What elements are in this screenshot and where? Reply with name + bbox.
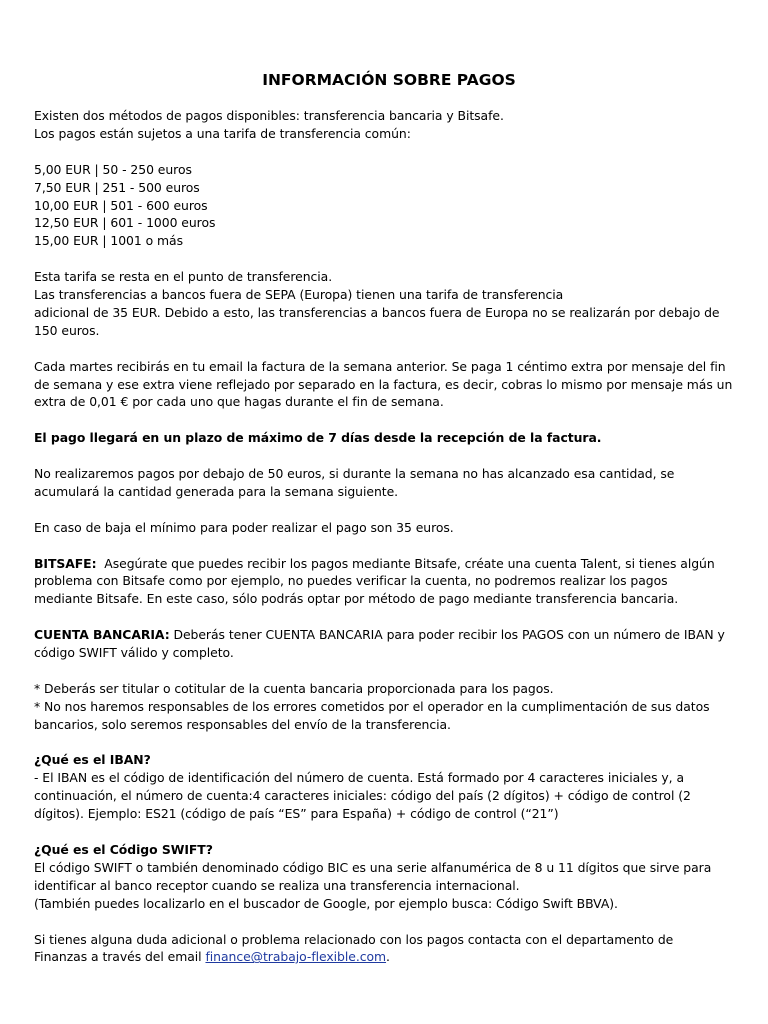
bank-account-paragraph (34, 626, 744, 662)
note-line: bancarios, solo seremos responsables del envío de la transferencia. (34, 716, 451, 732)
fee-row: 7,50 EUR | 251 - 500 euros (34, 179, 200, 195)
document-page (34, 69, 744, 984)
intro-line: Existen dos métodos de pagos disponibles: transferencia bancaria y Bitsafe. (34, 108, 504, 123)
bitsafe-paragraph (34, 555, 744, 609)
email-link[interactable]: finance@trabajo-flexible.com (205, 949, 387, 965)
fee-note-line: Esta tarifa se resta en el punto de transferencia. (34, 269, 333, 285)
bitsafe-text: Asegúrate que puedes recibir los pagos mediante Bitsafe, créate una cuenta Talent, si tienes algún (96, 555, 715, 571)
bank-text: Deberás tener CUENTA BANCARIA para poder recibir los PAGOS con un número de IBAN y (169, 627, 725, 643)
minimum-line: acumulará la cantidad generada para la semana siguiente. (34, 483, 399, 499)
fee-table (34, 161, 744, 251)
note-line: * No nos haremos responsables de los errores cometidos por el operador en la cumplimentación de sus datos (34, 698, 710, 714)
contact-line (34, 948, 744, 966)
swift-section (34, 841, 744, 913)
swift-question: ¿Qué es el Código SWIFT? (34, 841, 213, 857)
bitsafe-label: BITSAFE: (34, 555, 97, 571)
page-title: INFORMACIÓN SOBRE PAGOS (262, 71, 516, 89)
payment-deadline-text: El pago llegará en un plazo de máximo de 7 días desde la recepción de la factura. (34, 430, 602, 446)
fee-note-line: 150 euros. (34, 322, 100, 338)
minimum-paragraph (34, 465, 744, 501)
bitsafe-line (34, 555, 744, 573)
fee-row: 15,00 EUR | 1001 o más (34, 233, 183, 249)
notes-paragraph (34, 680, 744, 734)
fee-row: 12,50 EUR | 601 - 1000 euros (34, 215, 216, 231)
cancellation-text: En caso de baja el mínimo para poder realizar el pago son 35 euros. (34, 519, 454, 535)
bank-label: CUENTA BANCARIA: (34, 627, 170, 643)
fee-row: 10,00 EUR | 501 - 600 euros (34, 197, 208, 213)
swift-line: identificar al banco receptor cuando se realiza una transferencia internacional. (34, 877, 520, 893)
note-line: * Deberás ser titular o cotitular de la cuenta bancaria proporcionada para los pagos. (34, 680, 554, 696)
cancellation-paragraph (34, 519, 744, 537)
contact-suffix: . (386, 949, 390, 965)
contact-paragraph (34, 931, 744, 967)
fee-row: 5,00 EUR | 50 - 250 euros (34, 161, 192, 177)
iban-line: dígitos). Ejemplo: ES21 (código de país “ES” para España) + código de control (“21”) (34, 806, 559, 822)
weekly-line: de semana y ese extra viene reflejado por separado en la factura, es decir, cobras lo mismo por mensaje más un (34, 376, 733, 392)
fee-notes-paragraph (34, 268, 744, 340)
weekly-line: Cada martes recibirás en tu email la factura de la semana anterior. Se paga 1 céntimo extra por mensaje del fin (34, 358, 726, 374)
swift-line: (También puedes localizarlo en el buscador de Google, por ejemplo busca: Código Swift BBVA). (34, 895, 618, 911)
payment-deadline-paragraph (34, 429, 744, 447)
iban-section (34, 751, 744, 823)
contact-prefix: Finanzas a través del email (34, 949, 206, 965)
bitsafe-line: problema con Bitsafe como por ejemplo, no puedes verificar la cuenta, no podremos realizar los pagos (34, 573, 668, 589)
bank-line: código SWIFT válido y completo. (34, 645, 234, 661)
fee-note-line: adicional de 35 EUR. Debido a esto, las transferencias a bancos fuera de Europa no se realizarán por debajo de (34, 304, 720, 320)
iban-line: continuación, el número de cuenta:4 caracteres iniciales: código del país (2 dígitos) + código de control (2 (34, 788, 691, 804)
swift-line: El código SWIFT o también denominado código BIC es una serie alfanumérica de 8 u 11 dígitos que sirve para (34, 859, 712, 875)
intro-line: Los pagos están sujetos a una tarifa de transferencia común: (34, 125, 411, 141)
bank-line (34, 626, 744, 644)
minimum-line: No realizaremos pagos por debajo de 50 euros, si durante la semana no has alcanzado esa cantidad, se (34, 466, 675, 482)
bitsafe-line: mediante Bitsafe. En este caso, sólo podrás optar por método de pago mediante transferencia bancaria. (34, 591, 679, 607)
fee-note-line: Las transferencias a bancos fuera de SEPA (Europa) tienen una tarifa de transferencia (34, 287, 564, 303)
intro-paragraph (34, 107, 744, 143)
contact-line: Si tienes alguna duda adicional o problema relacionado con los pagos contacta con el departamento de (34, 931, 674, 947)
weekly-invoice-paragraph (34, 358, 744, 412)
weekly-line: extra de 0,01 € por cada uno que hagas durante el fin de semana. (34, 394, 444, 410)
iban-line: - El IBAN es el código de identificación del número de cuenta. Está formado por 4 caracteres iniciales y, a (34, 770, 684, 786)
iban-question: ¿Qué es el IBAN? (34, 752, 151, 768)
